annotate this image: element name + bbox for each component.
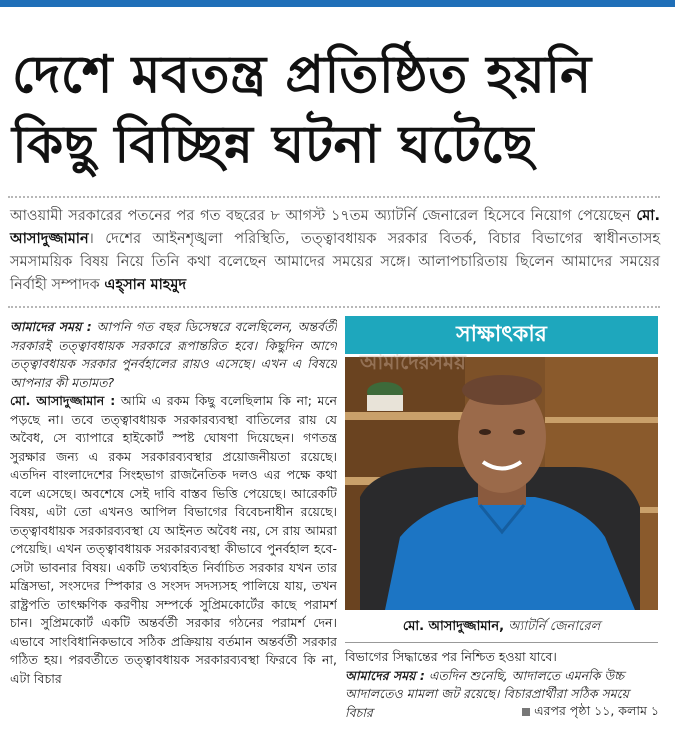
question-2-label: আমাদের সময় : bbox=[345, 667, 425, 683]
headline-line-1: দেশে মবতন্ত্র প্রতিষ্ঠিত হয়নি bbox=[12, 45, 592, 105]
headline-line-2: কিছু বিচ্ছিন্ন ঘটনা ঘটেছে bbox=[12, 115, 535, 175]
continuation-text: এরপর পৃষ্ঠা ১১, কলাম ১ bbox=[534, 703, 659, 718]
intro-paragraph bbox=[10, 205, 660, 297]
caption-title: অ্যাটর্নি জেনারেল bbox=[504, 619, 601, 634]
question-label: আমাদের সময় : bbox=[10, 319, 92, 334]
portrait-illustration bbox=[345, 357, 658, 610]
answer-tail: বিভাগের সিদ্ধান্তের পর নিশ্চিত হওয়া যাবে। bbox=[345, 649, 557, 664]
intro-text-2: । দেশের আইনশৃঙ্খলা পরিস্থিতি, তত্ত্বাবধায়ক সরকার বিতর্ক, বিচার বিভাগের স্বাধীনতাসহ সমসাময়িক বিষয় নিয়ে তিনি কথা বলেছেন আমাদের সময়ের সঙ্গে। আলাপচারিতায় ছিলেন আমাদের সময়ের নির্বাহী সম্পাদক bbox=[10, 231, 660, 293]
section-kicker: সাক্ষাৎকার bbox=[345, 316, 658, 354]
square-bullet-icon bbox=[522, 708, 530, 716]
intro-name: মো. আসাদুজ্জামান bbox=[10, 208, 660, 247]
question-2-text: এতদিন শুনেছি, আদালতে এমনকি উচ্চ আদালতেও মামলা জট রয়েছে। বিচারপ্রার্থীরা সঠিক সময়ে বিচার bbox=[345, 667, 630, 720]
continuation-note bbox=[522, 703, 659, 723]
photo-caption bbox=[345, 612, 658, 643]
interview-body bbox=[10, 318, 337, 723]
watermark: আমাদেরসময় bbox=[360, 350, 466, 374]
dotted-rule-top bbox=[8, 196, 660, 198]
answer-text: আমি এ রকম কিছু বলেছিলাম কি না; মনে পড়ছে না। তবে তত্ত্বাবধায়ক সরকারব্যবস্থা বাতিলের রায় যে অবৈধ, সে ব্যাপারে হাইকোর্ট স্পষ্ট ঘোষণা দিয়েছেন। গণতন্ত্র সুরক্ষার জন্য এ রকম সরকারব্যবস্থার প্রয়োজনীয়তা রয়েছে। এতদিন বাংলাদেশের সিংহভাগ রাজনৈতিক দলও এর পক্ষে কথা বলে এসেছে। অবশেষে সেই দাবি বাস্তব ভিত্তি পেয়েছে। আরেকটি বিষয়, এটা তো এখনও আপিল বিভাগের বিবেচনাধীন রয়েছে। তত্ত্বাবধায়ক সরকারব্যবস্থা যে আইনত অবৈধ নয়, সে রায় আমরা পেয়েছি। এখন তত্ত্বাবধায়ক সরকারব্যবস্থা কীভাবে পুনর্বহাল হবে- সেটা ভাবনার বিষয়। একটি তথ্যবহিত নির্বাচিত সরকার যখন তার মন্ত্রিসভা, সংসদের স্পিকার ও সংসদ সদস্যসহ পালিয়ে যায়, তখন রাষ্ট্রপতি তাৎক্ষণিক করণীয় সম্পর্কে সুপ্রিমকোর্টের কাছে পরামর্শ চান। সুপ্রিমকোর্ট একটি অন্তর্বর্তী সরকার গঠনের পরামর্শ দেন। এভাবে সাংবিধানিকভাবে সঠিক প্রক্রিয়ায় বর্তমান অন্তর্বর্তী সরকার গঠিত হয়। পরবর্তীতে তত্ত্বাবধায়ক সরকারব্যবস্থা ফিরবে কি না, এটা বিচার bbox=[10, 393, 337, 686]
intro-text-1: আওয়ামী সরকারের পতনের পর গত বছরের ৮ আগস্ট ১৭তম অ্যাটর্নি জেনারেল হিসেবে নিয়োগ পেয়েছেন bbox=[10, 208, 637, 224]
intro-editor: এহ্সান মাহমুদ bbox=[104, 277, 187, 293]
dotted-rule-bottom bbox=[8, 306, 660, 308]
portrait-photo bbox=[345, 357, 658, 610]
headline bbox=[12, 40, 662, 180]
answer-label: মো. আসাদুজ্জামান : bbox=[10, 393, 116, 408]
top-accent-bar bbox=[0, 0, 675, 7]
question-text: আপনি গত বছর ডিসেম্বরে বলেছিলেন, অন্তর্বর্তী সরকারই তত্ত্বাবধায়ক সরকারে রূপান্তরিত হবে। কিছুদিন আগে তত্ত্বাবধায়ক সরকার পুনর্বহালের রায়ও এসেছে। এখন এ বিষয়ে আপনার কী মতামত? bbox=[10, 319, 337, 390]
caption-name: মো. আসাদুজ্জামান, bbox=[402, 619, 505, 634]
